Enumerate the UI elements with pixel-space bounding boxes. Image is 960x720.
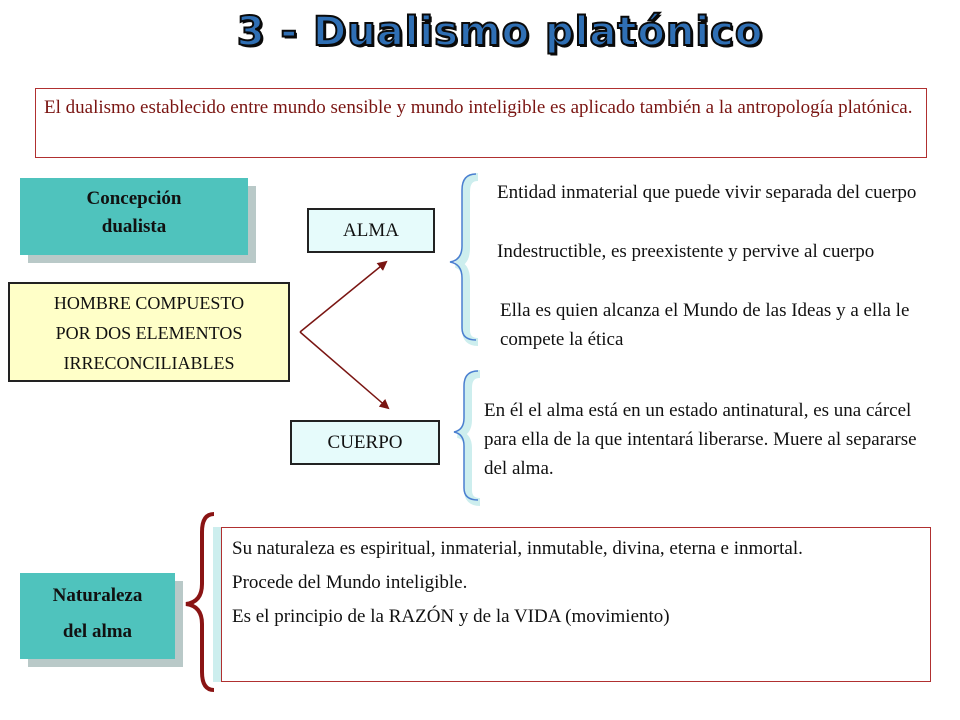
- alma-item-1: Entidad inmaterial que puede vivir separada del cuerpo: [497, 182, 917, 203]
- naturaleza-item-2: Procede del Mundo inteligible.: [232, 572, 468, 593]
- alma-box: ALMA: [307, 208, 435, 253]
- cuerpo-brace-shadow: [458, 374, 480, 502]
- naturaleza-brace: [186, 514, 214, 690]
- concepcion-line2: dualista: [101, 216, 167, 237]
- alma-item-2: Indestructible, es preexistente y pervive al cuerpo: [497, 241, 875, 262]
- arrow-to-alma: [300, 262, 386, 332]
- cuerpo-box: CUERPO: [290, 420, 440, 465]
- hombre-line1: HOMBRE COMPUESTO: [53, 293, 245, 313]
- concepcion-line1: Concepción: [86, 188, 182, 209]
- hombre-line2: POR DOS ELEMENTOS: [55, 323, 243, 343]
- naturaleza-item-3: Es el principio de la RAZÓN y de la VIDA (movimiento): [232, 606, 670, 627]
- naturaleza-item-1: Su naturaleza es espiritual, inmaterial, inmutable, divina, eterna e inmortal.: [232, 538, 803, 559]
- page-title: 3 - Dualismo platónico: [236, 9, 764, 55]
- cuerpo-description: En él el alma está en un estado antinatural, es una cárcel para ella de la que intentará liberarse. Muere al separarse del alma.: [484, 400, 917, 479]
- hombre-line3: IRRECONCILIABLES: [63, 353, 235, 373]
- naturaleza-line1: Naturaleza: [52, 585, 143, 606]
- alma-item-3: Ella es quien alcanza el Mundo de las Ideas y a ella le compete la ética: [500, 300, 910, 350]
- naturaleza-line2: del alma: [62, 621, 133, 642]
- intro-text: El dualismo establecido entre mundo sensible y mundo inteligible es aplicado también a la antropología platónica.: [35, 88, 927, 158]
- alma-brace-shadow: [456, 177, 478, 342]
- arrow-to-cuerpo: [300, 332, 388, 408]
